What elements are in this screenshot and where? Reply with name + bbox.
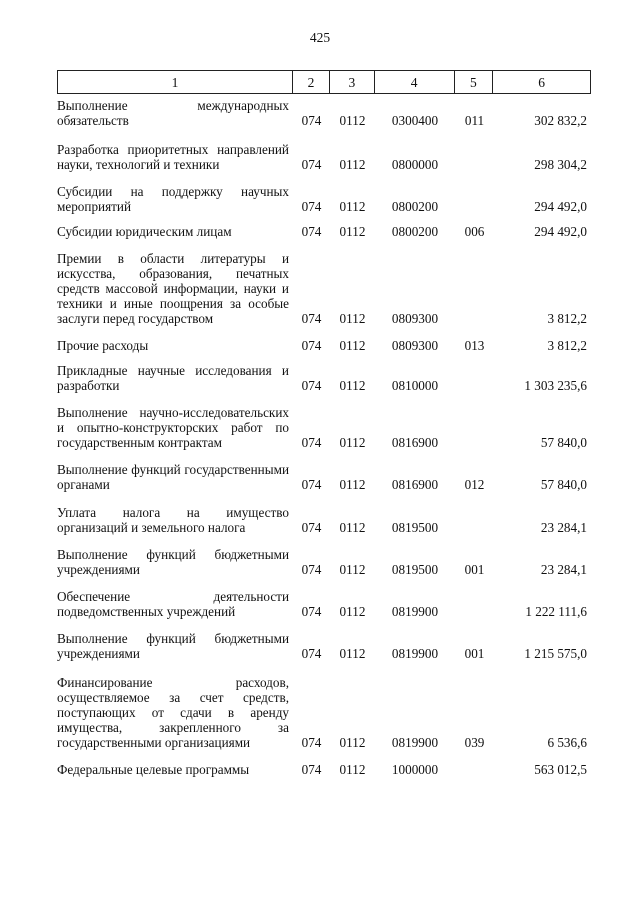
row-col-4: 0800000 [391,157,439,172]
row-col-2: 074 [301,157,322,172]
row-col-5: 001 [464,562,485,577]
row-col-4: 0800200 [391,199,439,214]
table-row [57,142,591,172]
row-col-3: 0112 [339,113,366,128]
row-description: Выполнение функций бюджетными учреждениями [57,547,289,577]
row-description: Премии в области литературы и искусства, образования, печатных средств массовой информации, науки и техники и иные поощрения за особые заслуги перед государством [57,251,289,326]
row-col-2: 074 [301,735,322,750]
row-amount: 3 812,2 [547,338,587,353]
row-col-4: 0819900 [391,604,439,619]
row-amount: 563 012,5 [534,762,587,777]
table-row [57,251,591,326]
row-col-5: 006 [464,224,485,239]
row-col-2: 074 [301,199,322,214]
row-col-4: 1000000 [391,762,439,777]
table-row [57,589,591,619]
row-col-4: 0300400 [391,113,439,128]
row-col-4: 0819500 [391,562,439,577]
row-col-4: 0816900 [391,435,439,450]
row-col-3: 0112 [339,338,366,353]
row-col-4: 0819900 [391,646,439,661]
row-col-3: 0112 [339,199,366,214]
row-col-4: 0810000 [391,378,439,393]
row-description: Прикладные научные исследования и разработки [57,363,289,393]
table-header [57,70,591,94]
row-col-2: 074 [301,646,322,661]
row-col-5: 001 [464,646,485,661]
row-amount: 3 812,2 [547,311,587,326]
row-col-2: 074 [301,562,322,577]
header-col-5: 5 [455,71,494,93]
row-col-2: 074 [301,520,322,535]
row-col-3: 0112 [339,157,366,172]
row-col-2: 074 [301,311,322,326]
row-amount: 1 215 575,0 [524,646,587,661]
table-row [57,405,591,450]
row-amount: 57 840,0 [540,435,587,450]
table-row [57,505,591,535]
row-description: Выполнение функций бюджетными учреждениями [57,631,289,661]
row-amount: 23 284,1 [540,520,587,535]
row-description: Федеральные целевые программы [57,762,250,777]
header-col-1: 1 [58,71,293,93]
row-description: Обеспечение деятельности подведомственных учреждений [57,589,289,619]
row-description: Субсидии на поддержку научных мероприятий [57,184,289,214]
row-description: Выполнение научно-исследовательских и опытно-конструкторских работ по государственным контрактам [57,405,289,450]
row-col-5: 012 [464,477,485,492]
row-col-2: 074 [301,477,322,492]
row-col-2: 074 [301,604,322,619]
row-amount: 302 832,2 [534,113,587,128]
row-amount: 1 303 235,6 [524,378,587,393]
row-description: Выполнение международных обязательств [57,98,289,128]
row-col-4: 0809300 [391,311,439,326]
row-col-4: 0800200 [391,224,439,239]
table-row [57,547,591,577]
row-col-3: 0112 [339,311,366,326]
page-number: 425 [309,30,331,45]
row-col-5: 039 [464,735,485,750]
row-col-2: 074 [301,378,322,393]
row-description: Разработка приоритетных направлений науки, технологий и техники [57,142,289,172]
header-col-3: 3 [330,71,375,93]
table-row [57,98,591,128]
row-description: Уплата налога на имущество организаций и земельного налога [57,505,289,535]
row-col-3: 0112 [339,762,366,777]
row-amount: 57 840,0 [540,477,587,492]
row-col-3: 0112 [339,435,366,450]
table-row [57,675,591,750]
row-description: Финансирование расходов, осуществляемое за счет средств, поступающих от сдачи в аренду имущества, закрепленного за государственными организациями [57,675,289,750]
row-col-4: 0809300 [391,338,439,353]
row-description: Субсидии юридическим лицам [57,224,232,239]
row-col-2: 074 [301,338,322,353]
row-col-2: 074 [301,435,322,450]
row-description: Прочие расходы [57,338,149,353]
row-col-5: 013 [464,338,485,353]
row-col-3: 0112 [339,477,366,492]
budget-table-body [57,98,591,777]
table-row [57,631,591,661]
row-amount: 298 304,2 [534,157,587,172]
row-amount: 6 536,6 [547,735,587,750]
header-col-2: 2 [293,71,330,93]
row-col-2: 074 [301,762,322,777]
row-col-2: 074 [301,113,322,128]
row-amount: 1 222 111,6 [525,604,587,619]
table-row [57,363,591,393]
row-col-3: 0112 [339,604,366,619]
row-col-5: 011 [464,113,485,128]
row-col-3: 0112 [339,646,366,661]
row-col-3: 0112 [339,735,366,750]
row-col-3: 0112 [339,562,366,577]
row-col-2: 074 [301,224,322,239]
header-col-4: 4 [375,71,455,93]
row-col-3: 0112 [339,520,366,535]
table-row [57,762,591,777]
header-col-6: 6 [538,74,546,90]
row-amount: 23 284,1 [540,562,587,577]
table-row [57,462,591,492]
row-description: Выполнение функций государственными органами [57,462,289,492]
row-col-3: 0112 [339,378,366,393]
table-row [57,338,591,353]
row-col-4: 0819500 [391,520,439,535]
row-amount: 294 492,0 [534,224,587,239]
table-row [57,184,591,214]
row-col-3: 0112 [339,224,366,239]
row-col-4: 0819900 [391,735,439,750]
row-amount: 294 492,0 [534,199,587,214]
table-row [57,224,591,239]
row-col-4: 0816900 [391,477,439,492]
